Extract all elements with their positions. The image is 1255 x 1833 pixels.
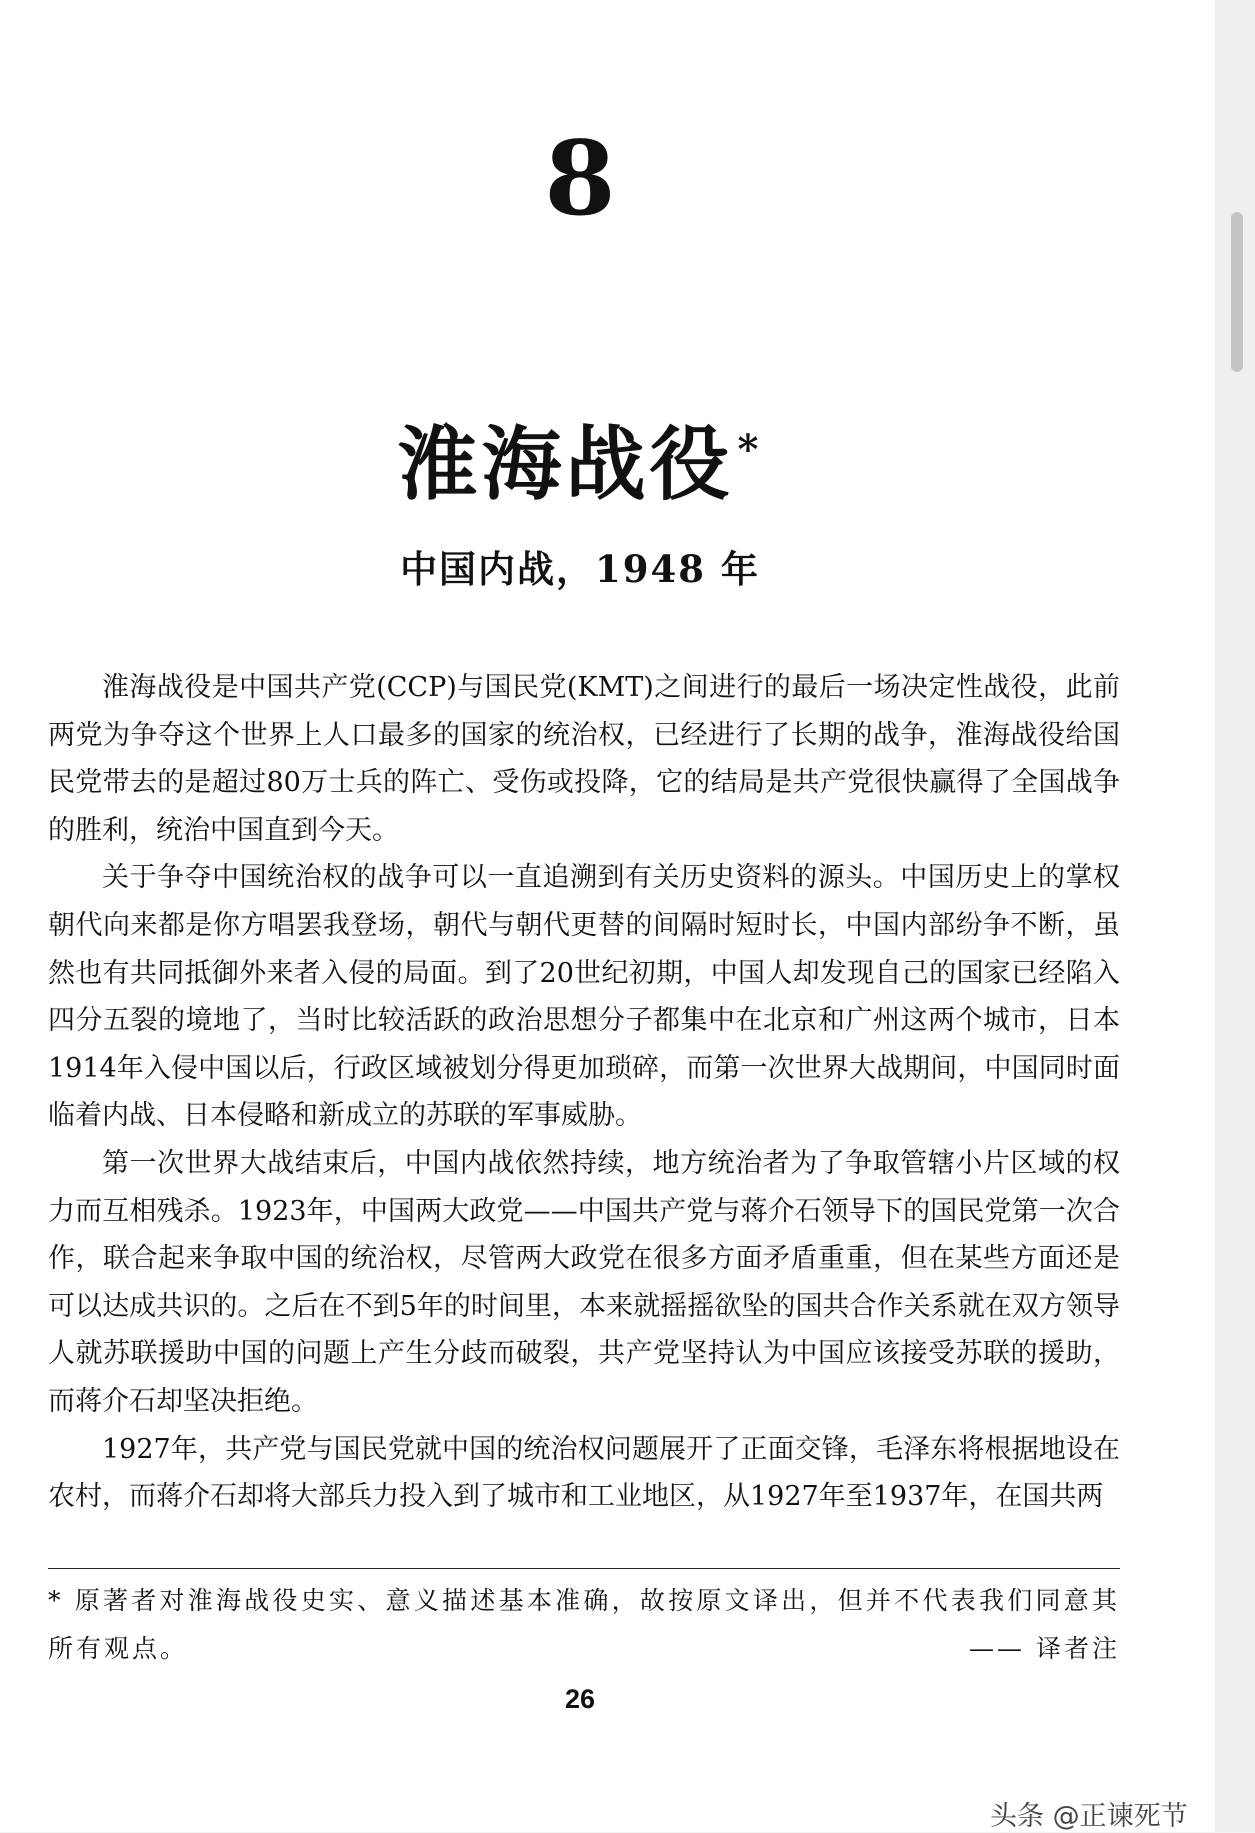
paragraph: 关于争夺中国统治权的战争可以一直追溯到有关历史资料的源头。中国历史上的掌权朝代向来都是你方唱罢我登场，朝代与朝代更替的间隔时短时长，中国内部纷争不断，虽然也有共同抵御外来者入侵的局面。到了20世纪初期，中国人却发现自己的国家已经陷入四分五裂的境地了，当时比较活跃的政治思想分子都集中在北京和广州这两个城市，日本1914年入侵中国以后，行政区域被划分得更加琐碎，而第一次世界大战期间，中国同时面临着内战、日本侵略和新成立的苏联的军事威胁。: [48, 862, 1120, 1132]
page-number: 26: [564, 1684, 596, 1714]
footnote-divider: [48, 1568, 1120, 1569]
chapter-title: [0, 417, 1160, 511]
scrollbar-thumb[interactable]: [1231, 212, 1243, 372]
paragraph: 淮海战役是中国共产党(CCP)与国民党(KMT)之间进行的最后一场决定性战役，此前两党为争夺这个世界上人口最多的国家的统治权，已经进行了长期的战争，淮海战役给国民党带去的是超过80万士兵的阵亡、受伤或投降，它的结局是共产党很快赢得了全国战争的胜利，统治中国直到今天。: [48, 672, 1120, 846]
scrollbar-track[interactable]: [1215, 0, 1255, 1832]
chapter-number: 8: [544, 119, 616, 239]
body-text: [48, 664, 1120, 1521]
footnote-signature: —— 译者注: [969, 1634, 1120, 1663]
footnote-marker: *: [737, 426, 763, 473]
footnote: [48, 1577, 1120, 1673]
paragraph: 第一次世界大战结束后，中国内战依然持续，地方统治者为了争取管辖小片区域的权力而互相残杀。1923年，中国两大政党——中国共产党与蒋介石领导下的国民党第一次合作，联合起来争取中国的统治权，尽管两大政党在很多方面矛盾重重，但在某些方面还是可以达成共识的。之后在不到5年的时间里，本来就摇摇欲坠的国共合作关系就在双方领导人就苏联援助中国的问题上产生分歧而破裂，共产党坚持认为中国应该接受苏联的援助，而蒋介石却坚决拒绝。: [48, 1147, 1120, 1417]
footnote-text: * 原著者对淮海战役史实、意义描述基本准确，故按原文译出，但并不代表我们同意其所有观点。: [48, 1586, 1120, 1663]
paragraph: 1927年，共产党与国民党就中国的统治权问题展开了正面交锋，毛泽东将根据地设在农村，而蒋介石却将大部兵力投入到了城市和工业地区，从1927年至1937年，在国共两: [48, 1433, 1120, 1513]
watermark: 头条 @正谏死节: [990, 1801, 1188, 1832]
chapter-subtitle: 中国内战，1948 年: [400, 547, 760, 591]
chapter-title-text: 淮海战役: [397, 417, 734, 511]
